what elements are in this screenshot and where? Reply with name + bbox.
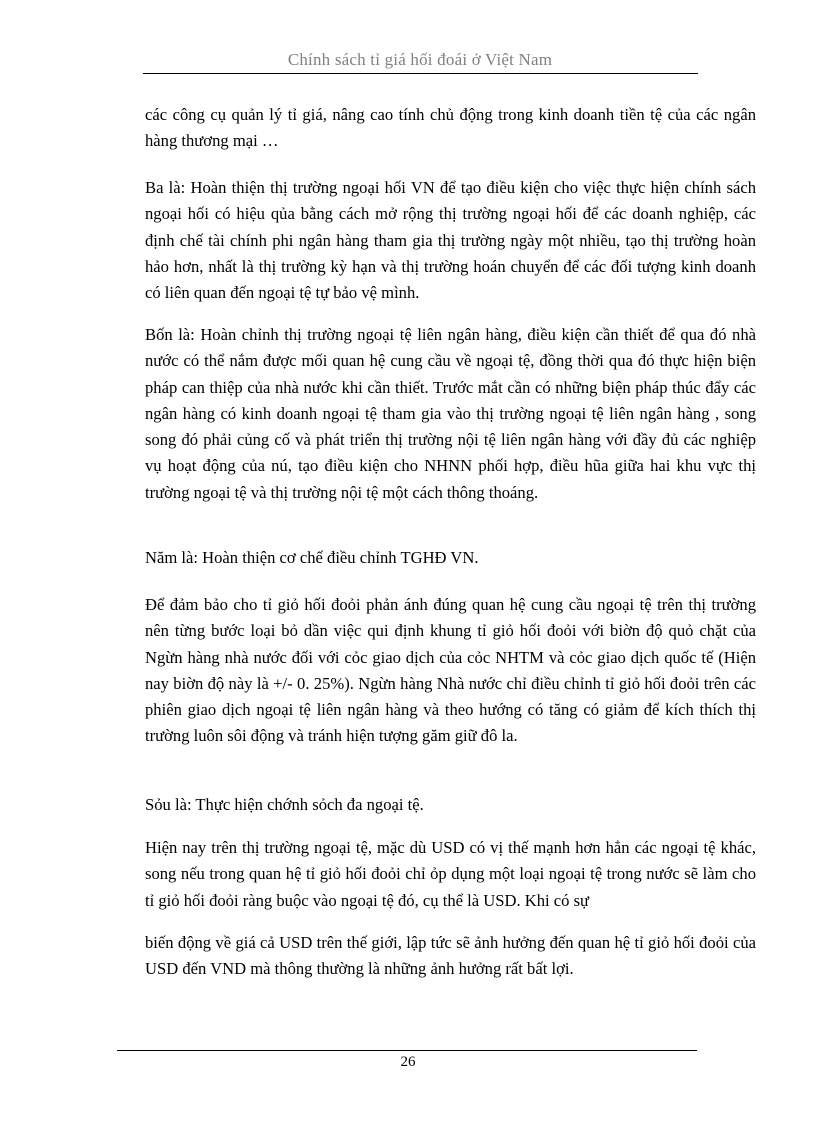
header-divider	[143, 73, 698, 74]
page-number: 26	[400, 1054, 416, 1070]
paragraph-nam-la-heading: Năm là: Hoàn thiện cơ chế điều chỉnh TGHĐ VN.	[145, 548, 479, 567]
footer-divider	[117, 1050, 697, 1051]
paragraph-sau-la-heading: Sỏu là: Thực hiện chớnh sỏch đa ngoại tệ.	[145, 795, 424, 814]
paragraph-intro-continued: các công cụ quản lý tỉ giá, nâng cao tính chủ động trong kinh doanh tiền tệ của các ngân hàng thương mại …	[145, 105, 756, 151]
paragraph-sau-la-body: Hiện nay trên thị trường ngoại tệ, mặc dù USD có vị thế mạnh hơn hẳn các ngoại tệ khác, song nếu trong quan hệ tỉ giỏ hối đoỏi chỉ ỏp dụng một loại ngoại tệ trong nước sẽ làm cho tỉ giỏ hối đoỏi ràng buộc vào ngoại tệ đó, cụ thể là USD. Khi có sự	[145, 838, 756, 910]
paragraph-ba-la: Ba là: Hoàn thiện thị trường ngoại hối VN để tạo điều kiện cho việc thực hiện chính sách ngoại hối có hiệu qủa bằng cách mở rộng thị trường ngoại hối để các doanh nghiệp, các định chế tài chính phi ngân hàng tham gia thị trường ngày một nhiều, tạo thị trường hoàn hảo hơn, nhất là thị trường kỳ hạn và thị trường hoán chuyển để các đối tượng kinh doanh có liên quan đến ngoại tệ tự bảo vệ mình.	[145, 178, 756, 303]
running-header-title: Chính sách tỉ giá hối đoái ở Việt Nam	[287, 50, 553, 69]
paragraph-nam-la-body: Để đảm bảo cho tỉ giỏ hối đoỏi phản ánh đúng quan hệ cung cầu ngoại tệ trên thị trường nên từng bước loại bỏ dần việc qui định khung tỉ giỏ hối đoỏi với biờn độ quỏ chặt của Ngừn hàng nhà nước đối với cỏc giao dịch của cỏc NHTM và cỏc giao dịch quốc tế (Hiện nay biờn độ này là +/- 0. 25%). Ngừn hàng Nhà nước chỉ điều chỉnh tỉ giỏ hối đoỏi trên các phiên giao dịch ngoại tệ liên ngân hàng và theo hướng có tăng có giảm để kích thích thị trường luôn sôi động và tránh hiện tượng găm giữ đô la.	[145, 595, 756, 746]
paragraph-sau-la-continued: biến động về giá cả USD trên thế giới, lập tức sẽ ảnh hưởng đến quan hệ tỉ giỏ hối đoỏi của USD đến VND mà thông thường là những ảnh hưởng rất bất lợi.	[145, 933, 756, 979]
paragraph-bon-la: Bốn là: Hoàn chỉnh thị trường ngoại tệ liên ngân hàng, điều kiện cần thiết để qua đó nhà nước có thể nắm được mối quan hệ cung cầu về ngoại tệ, đồng thời qua đó thực hiện biện pháp can thiệp của nhà nước khi cần thiết. Trước mắt cần có những biện pháp thúc đẩy các ngân hàng có kinh doanh ngoại tệ tham gia vào thị trường ngoại tệ liên ngân hàng , song song đó phải củng cố và phát triển thị trường nội tệ liên ngân hàng với đầy đủ các nghiệp vụ hoạt động của nú, tạo điều kiện cho NHNN phối hợp, điều hũa giữa hai khu vực thị trường ngoại tệ và thị trường nội tệ một cách thông thoáng.	[145, 325, 756, 502]
